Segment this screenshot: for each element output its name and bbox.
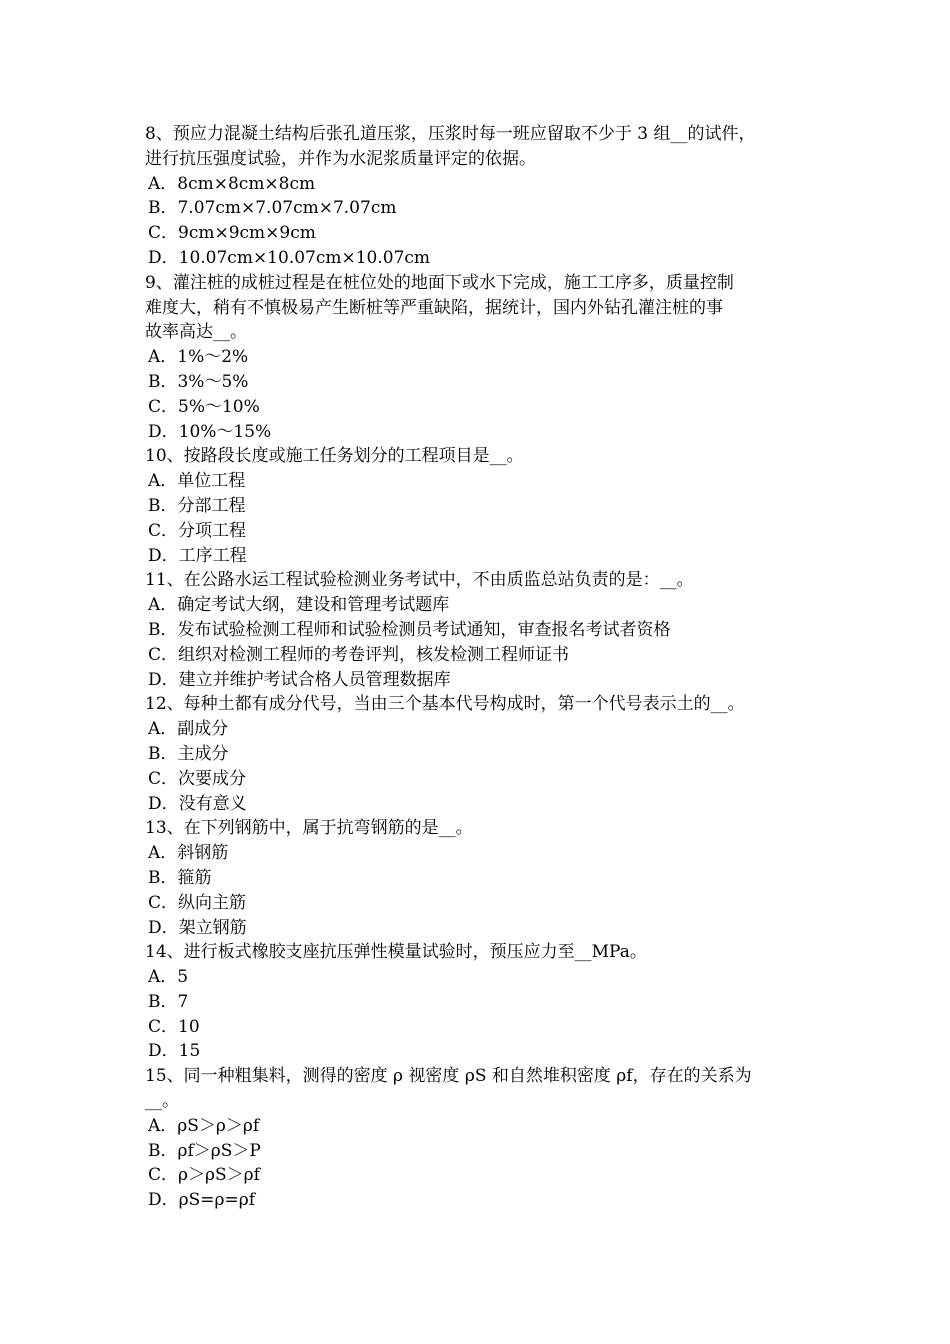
option-d: D．15 [148, 1041, 201, 1062]
option-c: C．组织对检测工程师的考卷评判，核发检测工程师证书 [148, 644, 570, 665]
question-text: 14、进行板式橡胶支座抗压弹性模量试验时，预压应力至__MPa。 [145, 942, 647, 963]
question-text: 进行抗压强度试验，并作为水泥浆质量评定的依据。 [145, 148, 536, 169]
option-b: B．发布试验检测工程师和试验检测员考试通知，审查报名考试者资格 [148, 619, 671, 640]
option-c: C．5%～10% [148, 396, 260, 417]
option-a: A．副成分 [148, 719, 229, 740]
document-page [145, 122, 815, 1213]
question-8 [145, 122, 815, 271]
option-c: C．ρ＞ρS＞ρf [148, 1165, 260, 1186]
option-d: D．架立钢筋 [148, 917, 247, 938]
question-text: 12、每种土都有成分代号，当由三个基本代号构成时，第一个代号表示土的__。 [145, 694, 745, 715]
option-d: D．建立并维护考试合格人员管理数据库 [148, 669, 451, 690]
option-d: D．10.07cm×10.07cm×10.07cm [148, 247, 431, 268]
question-9 [145, 271, 815, 445]
option-d: D．工序工程 [148, 545, 247, 566]
option-a: A．单位工程 [148, 471, 246, 492]
option-c: C．10 [148, 1016, 200, 1037]
option-b: B．7 [148, 991, 189, 1012]
option-a: A．5 [148, 967, 189, 988]
option-c: C．分项工程 [148, 520, 247, 541]
question-15 [145, 1064, 815, 1213]
question-11 [145, 568, 815, 692]
question-text: 故率高达__。 [145, 322, 247, 343]
option-d: D．10%～15% [148, 421, 272, 442]
option-c: C．9cm×9cm×9cm [148, 223, 316, 244]
option-a: A．8cm×8cm×8cm [148, 173, 316, 194]
option-d: D．ρS=ρ=ρf [148, 1190, 256, 1211]
question-text: __。 [145, 1091, 179, 1112]
option-b: B．3%～5% [148, 371, 249, 392]
question-text: 13、在下列钢筋中，属于抗弯钢筋的是__。 [145, 818, 473, 839]
option-b: B．分部工程 [148, 495, 246, 516]
question-text: 11、在公路水运工程试验检测业务考试中，不由质监总站负责的是：__。 [145, 570, 694, 591]
option-a: A．确定考试大纲，建设和管理考试题库 [148, 595, 450, 616]
question-14 [145, 940, 815, 1064]
option-a: A．1%～2% [148, 347, 249, 368]
question-10 [145, 444, 815, 568]
question-text: 8、预应力混凝土结构后张孔道压浆，压浆时每一班应留取不少于 3 组__的试件， [145, 124, 756, 144]
question-text: 10、按路段长度或施工任务划分的工程项目是__。 [145, 446, 524, 467]
question-12 [145, 692, 815, 816]
option-c: C．纵向主筋 [148, 892, 247, 913]
option-c: C．次要成分 [148, 768, 247, 789]
option-b: B．主成分 [148, 743, 229, 764]
question-text: 难度大，稍有不慎极易产生断桩等严重缺陷，据统计，国内外钻孔灌注桩的事 [145, 297, 723, 318]
question-text: 15、同一种粗集料，测得的密度 ρ 视密度 ρS 和自然堆积密度 ρf，存在的关系为 [145, 1066, 752, 1087]
option-d: D．没有意义 [148, 793, 247, 814]
option-b: B．7.07cm×7.07cm×7.07cm [148, 198, 397, 219]
question-text: 9、灌注桩的成桩过程是在桩位处的地面下或水下完成，施工工序多，质量控制 [145, 272, 734, 293]
question-13 [145, 816, 815, 940]
option-a: A．ρS＞ρ＞ρf [148, 1115, 260, 1136]
option-a: A．斜钢筋 [148, 843, 229, 864]
option-b: B．ρf＞ρS＞P [148, 1140, 261, 1161]
option-b: B．箍筋 [148, 867, 212, 888]
